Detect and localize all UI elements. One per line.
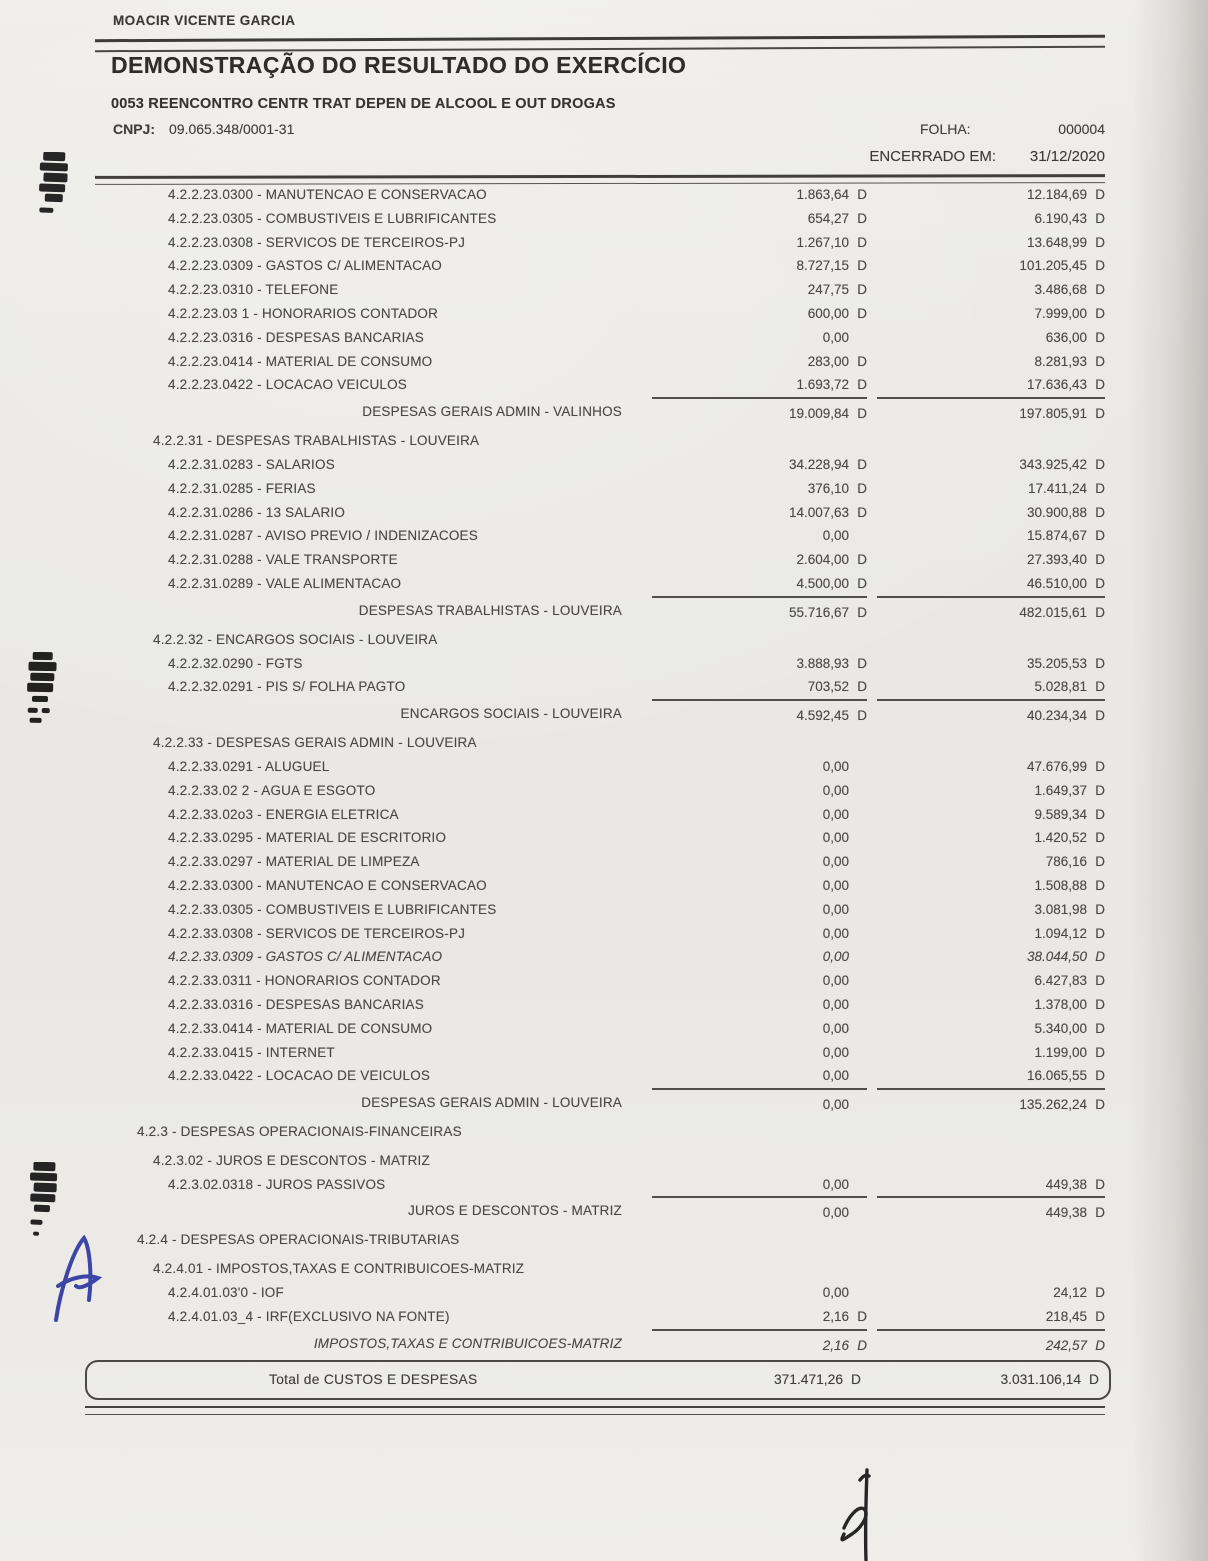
closed-at-label: ENCERRADO EM: <box>869 148 996 165</box>
period-value: 19.009,84 D <box>652 397 867 424</box>
account-label: 4.2.2.33.0291 - ALUGUEL <box>168 758 330 774</box>
table-row <box>95 397 1105 424</box>
table-row <box>95 922 1105 946</box>
account-label: IMPOSTOS,TAXAS E CONTRIBUICOES-MATRIZ <box>313 1335 622 1351</box>
ytd-value: 1.378,00 D <box>1034 996 1105 1012</box>
period-value: 0,00 <box>822 949 849 965</box>
table-row <box>95 278 1105 302</box>
table-row <box>95 1196 1105 1223</box>
table-row <box>95 373 1105 397</box>
account-label: 4.2.2.33.0295 - MATERIAL DE ESCRITORIO <box>168 830 447 846</box>
table-row <box>95 1149 1105 1173</box>
ytd-value: 1.420,52 D <box>1034 830 1105 846</box>
folha-value: 000004 <box>1058 121 1105 137</box>
period-value: 2.604,00 D <box>796 552 867 568</box>
total-ytd-value: 3.031.106,14 D <box>1000 1372 1099 1388</box>
ytd-value: 27.393,40 D <box>1026 552 1105 568</box>
signature-mark <box>824 1458 888 1561</box>
account-label: 4.2.2.32.0290 - FGTS <box>168 655 303 671</box>
account-label: 4.2.2.23.0308 - SERVICOS DE TERCEIROS-PJ <box>168 234 466 250</box>
ytd-value: 197.805,91 D <box>877 397 1105 424</box>
table-row <box>95 850 1105 874</box>
period-value: 654,27 D <box>807 210 867 226</box>
ytd-value: 9.589,34 D <box>1034 806 1105 822</box>
period-value: 283,00 D <box>807 353 867 369</box>
table-row <box>95 524 1105 548</box>
account-label: 4.2.3.02.0318 - JUROS PASSIVOS <box>168 1176 386 1192</box>
account-label: DESPESAS GERAIS ADMIN - VALINHOS <box>362 404 622 420</box>
folha-label: FOLHA: <box>920 121 971 137</box>
table-row <box>95 254 1105 278</box>
period-value: 0,00 <box>822 329 849 345</box>
period-value: 703,52 D <box>807 679 867 695</box>
period-value <box>652 1228 867 1252</box>
closed-at-date: 31/12/2020 <box>1029 148 1105 165</box>
total-period-value: 371.471,26 D <box>773 1372 861 1388</box>
account-label: 4.2.2.32.0291 - PIS S/ FOLHA PAGTO <box>168 679 406 695</box>
account-label: 4.2.2.31.0289 - VALE ALIMENTACAO <box>168 575 402 591</box>
ytd-value: 40.234,34 D <box>877 699 1105 726</box>
table-row <box>95 350 1105 374</box>
table-row <box>95 1257 1105 1281</box>
table-row <box>95 969 1105 993</box>
ytd-value: 35.205,53 D <box>1026 655 1105 671</box>
ytd-value: 135.262,24 D <box>877 1088 1105 1115</box>
account-label: 4.2.2.31.0286 - 13 SALARIO <box>168 504 346 520</box>
ytd-value: 6.190,43 D <box>1034 210 1105 226</box>
table-row <box>95 1017 1105 1041</box>
table-row <box>95 477 1105 501</box>
period-value: 0,00 <box>822 1176 849 1192</box>
account-label: 4.2.2.33 - DESPESAS GERAIS ADMIN - LOUVEIRA <box>153 735 477 751</box>
table-row <box>95 429 1105 453</box>
page-bottom-rule <box>85 1406 1105 1415</box>
period-value: 247,75 D <box>807 282 867 298</box>
period-value <box>652 731 867 755</box>
account-label: 4.2.4 - DESPESAS OPERACIONAIS-TRIBUTARIAS <box>137 1232 460 1248</box>
period-value: 0,00 <box>822 973 849 989</box>
ytd-value: 3.081,98 D <box>1034 901 1105 917</box>
account-label: 4.2.2.23.0414 - MATERIAL DE CONSUMO <box>168 353 433 369</box>
ytd-value: 30.900,88 D <box>1026 504 1105 520</box>
period-value <box>652 429 867 453</box>
account-label: 4.2.4.01.03'0 - IOF <box>168 1285 284 1301</box>
ytd-value: 47.676,99 D <box>1026 758 1105 774</box>
table-row <box>95 1120 1105 1144</box>
table-row <box>95 731 1105 755</box>
cnpj-label: CNPJ: <box>113 121 156 137</box>
period-value: 0,00 <box>822 1044 849 1060</box>
table-row <box>95 501 1105 525</box>
account-label: 4.2.2.23.0300 - MANUTENCAO E CONSERVACAO <box>168 187 487 202</box>
binder-mark <box>36 152 76 232</box>
ytd-value: 6.427,83 D <box>1034 973 1105 989</box>
ytd-value: 1.649,37 D <box>1034 782 1105 798</box>
period-value: 0,00 <box>822 925 849 941</box>
binder-mark <box>24 652 64 742</box>
period-value <box>652 1149 867 1173</box>
period-value: 1.267,10 D <box>796 234 867 250</box>
account-label: JUROS E DESCONTOS - MATRIZ <box>408 1203 622 1219</box>
period-value: 2,16 D <box>822 1308 867 1324</box>
account-label: 4.2.4.01 - IMPOSTOS,TAXAS E CONTRIBUICOES-MATRIZ <box>153 1261 525 1277</box>
period-value: 14.007,63 D <box>788 504 867 520</box>
period-value <box>652 1257 867 1281</box>
ytd-value: 1.094,12 D <box>1034 925 1105 941</box>
table-row <box>95 1173 1105 1197</box>
period-value: 0,00 <box>822 901 849 917</box>
ytd-value: 8.281,93 D <box>1034 353 1105 369</box>
cnpj-value: 09.065.348/0001-31 <box>169 121 295 137</box>
account-label: 4.2.2.33.0422 - LOCACAO DE VEICULOS <box>168 1068 431 1084</box>
account-label: 4.2.2.33.0316 - DESPESAS BANCARIAS <box>168 996 424 1012</box>
table-row <box>95 652 1105 676</box>
ytd-value: 242,57 D <box>877 1329 1105 1356</box>
period-value: 0,00 <box>822 1020 849 1036</box>
table-row <box>95 1329 1105 1356</box>
ytd-value <box>877 731 1105 755</box>
account-label: 4.2.2.23.0316 - DESPESAS BANCARIAS <box>168 329 424 345</box>
entity-name: 0053 REENCONTRO CENTR TRAT DEPEN DE ALCOOL E OUT DROGAS <box>111 96 616 112</box>
ytd-value: 343.925,42 D <box>1019 456 1105 472</box>
ytd-value: 46.510,00 D <box>1026 575 1105 591</box>
total-label: Total de CUSTOS E DESPESAS <box>269 1372 478 1388</box>
ytd-value: 786,16 D <box>1045 854 1105 870</box>
account-label: 4.2.3.02 - JUROS E DESCONTOS - MATRIZ <box>153 1152 430 1168</box>
table-row <box>95 874 1105 898</box>
period-value: 600,00 D <box>807 305 867 321</box>
account-label: 4.2.2.33.0311 - HONORARIOS CONTADOR <box>168 973 441 989</box>
ytd-value: 17.411,24 D <box>1027 480 1105 496</box>
table-row <box>95 1088 1105 1115</box>
table-row <box>95 548 1105 572</box>
account-label: 4.2.2.23.0310 - TELEFONE <box>168 282 339 298</box>
ytd-value: 3.486,68 D <box>1034 282 1105 298</box>
account-label: 4.2.2.31.0288 - VALE TRANSPORTE <box>168 552 398 568</box>
table-row <box>95 779 1105 803</box>
total-row <box>85 1360 1111 1400</box>
ytd-value: 636,00 D <box>1045 329 1105 345</box>
period-value: 8.727,15 D <box>796 258 867 274</box>
account-table <box>95 183 1105 1415</box>
table-row <box>95 628 1105 652</box>
period-value: 0,00 <box>822 782 849 798</box>
ytd-value: 16.065,55 D <box>1026 1068 1105 1084</box>
table-row <box>95 1228 1105 1252</box>
table-row <box>95 326 1105 350</box>
cnpj-line <box>113 121 294 137</box>
period-value: 34.228,94 D <box>788 456 867 472</box>
ytd-value: 5.028,81 D <box>1034 679 1105 695</box>
account-label: 4.2.2.33.0305 - COMBUSTIVEIS E LUBRIFICANTES <box>168 901 497 917</box>
table-row <box>95 207 1105 231</box>
table-row <box>95 675 1105 699</box>
ytd-value <box>877 1149 1105 1173</box>
account-label: 4.2.4.01.03_4 - IRF(EXCLUSIVO NA FONTE) <box>168 1308 450 1324</box>
table-row <box>95 1281 1105 1305</box>
ytd-value <box>877 1120 1105 1144</box>
account-label: DESPESAS TRABALHISTAS - LOUVEIRA <box>358 602 622 618</box>
period-value: 1.863,64 D <box>796 187 867 202</box>
account-label: 4.2.2.31 - DESPESAS TRABALHISTAS - LOUVEIRA <box>153 433 480 449</box>
account-label: 4.2.2.33.0308 - SERVICOS DE TERCEIROS-PJ <box>168 925 466 941</box>
period-value: 0,00 <box>822 806 849 822</box>
account-label: 4.2.3 - DESPESAS OPERACIONAIS-FINANCEIRAS <box>137 1124 462 1140</box>
ytd-value: 1.508,88 D <box>1034 877 1105 893</box>
owner-name: MOACIR VICENTE GARCIA <box>113 13 296 28</box>
ytd-value: 15.874,67 D <box>1026 528 1105 544</box>
account-label: 4.2.2.23.03 1 - HONORARIOS CONTADOR <box>168 305 439 321</box>
ytd-value: 24,12 D <box>1053 1285 1105 1301</box>
ytd-value: 449,38 D <box>877 1196 1105 1223</box>
account-label: 4.2.2.33.02 2 - AGUA E ESGOTO <box>168 782 376 798</box>
ytd-value: 38.044,50 D <box>1026 949 1105 965</box>
account-label: ENCARGOS SOCIAIS - LOUVEIRA <box>400 706 622 722</box>
table-row <box>95 699 1105 726</box>
ytd-value: 218,45 D <box>1045 1308 1105 1324</box>
period-value: 0,00 <box>822 1285 849 1301</box>
table-row <box>95 302 1105 326</box>
account-label: 4.2.2.32 - ENCARGOS SOCIAIS - LOUVEIRA <box>153 631 438 647</box>
ytd-value: 482.015,61 D <box>877 596 1105 623</box>
ytd-value: 1.199,00 D <box>1034 1044 1105 1060</box>
period-value: 3.888,93 D <box>796 655 867 671</box>
period-value: 0,00 <box>822 830 849 846</box>
table-row <box>95 945 1105 969</box>
table-row <box>95 1064 1105 1088</box>
period-value: 0,00 <box>822 877 849 893</box>
ytd-value <box>877 1228 1105 1252</box>
table-row <box>95 1041 1105 1065</box>
account-label: 4.2.2.23.0422 - LOCACAO VEICULOS <box>168 377 408 393</box>
account-label: 4.2.2.33.0297 - MATERIAL DE LIMPEZA <box>168 854 420 870</box>
period-value <box>652 628 867 652</box>
account-label: 4.2.2.31.0283 - SALARIOS <box>168 456 335 472</box>
page-title: DEMONSTRAÇÃO DO RESULTADO DO EXERCÍCIO <box>111 52 687 78</box>
period-value: 0,00 <box>822 1068 849 1084</box>
table-row <box>95 183 1105 207</box>
account-label: 4.2.2.33.02o3 - ENERGIA ELETRICA <box>168 806 399 822</box>
account-label: 4.2.2.33.0300 - MANUTENCAO E CONSERVACAO <box>168 877 487 893</box>
account-label: 4.2.2.23.0305 - COMBUSTIVEIS E LUBRIFICANTES <box>168 210 497 226</box>
period-value: 55.716,67 D <box>652 596 867 623</box>
header-divider <box>95 35 1105 52</box>
ytd-value: 5.340,00 D <box>1034 1020 1105 1036</box>
account-label: 4.2.2.33.0414 - MATERIAL DE CONSUMO <box>168 1020 433 1036</box>
table-row <box>95 1305 1105 1329</box>
period-value: 0,00 <box>652 1088 867 1115</box>
account-label: 4.2.2.33.0415 - INTERNET <box>168 1044 335 1060</box>
ytd-value <box>877 429 1105 453</box>
table-row <box>95 596 1105 623</box>
period-value: 0,00 <box>822 854 849 870</box>
period-value: 0,00 <box>652 1196 867 1223</box>
period-value: 2,16 D <box>652 1329 867 1356</box>
table-row <box>95 803 1105 827</box>
period-value: 1.693,72 D <box>796 377 867 393</box>
table-row <box>95 453 1105 477</box>
table-row <box>95 755 1105 779</box>
account-label: DESPESAS GERAIS ADMIN - LOUVEIRA <box>361 1095 622 1111</box>
ytd-value <box>877 628 1105 652</box>
ytd-value: 13.648,99 D <box>1026 234 1105 250</box>
period-value <box>652 1120 867 1144</box>
ytd-value: 12.184,69 D <box>1026 187 1105 202</box>
table-row <box>95 898 1105 922</box>
ytd-value: 101.205,45 D <box>1019 258 1105 274</box>
period-value: 0,00 <box>822 758 849 774</box>
period-value: 0,00 <box>822 528 849 544</box>
ytd-value: 7.999,00 D <box>1034 305 1105 321</box>
account-label: 4.2.2.33.0309 - GASTOS C/ ALIMENTACAO <box>168 949 443 965</box>
ytd-value <box>877 1257 1105 1281</box>
period-value: 376,10 D <box>807 480 867 496</box>
account-label: 4.2.2.31.0285 - FERIAS <box>168 480 316 496</box>
handwritten-letter-a <box>42 1228 106 1326</box>
table-row <box>95 826 1105 850</box>
period-value: 4.500,00 D <box>796 575 867 591</box>
table-row <box>95 231 1105 255</box>
ytd-value: 449,38 D <box>1045 1176 1105 1192</box>
ytd-value: 17.636,43 D <box>1026 377 1105 393</box>
table-row <box>95 993 1105 1017</box>
table-row <box>95 572 1105 596</box>
period-value: 4.592,45 D <box>652 699 867 726</box>
account-label: 4.2.2.31.0287 - AVISO PREVIO / INDENIZACOES <box>168 528 478 544</box>
account-label: 4.2.2.23.0309 - GASTOS C/ ALIMENTACAO <box>168 258 443 274</box>
period-value: 0,00 <box>822 996 849 1012</box>
